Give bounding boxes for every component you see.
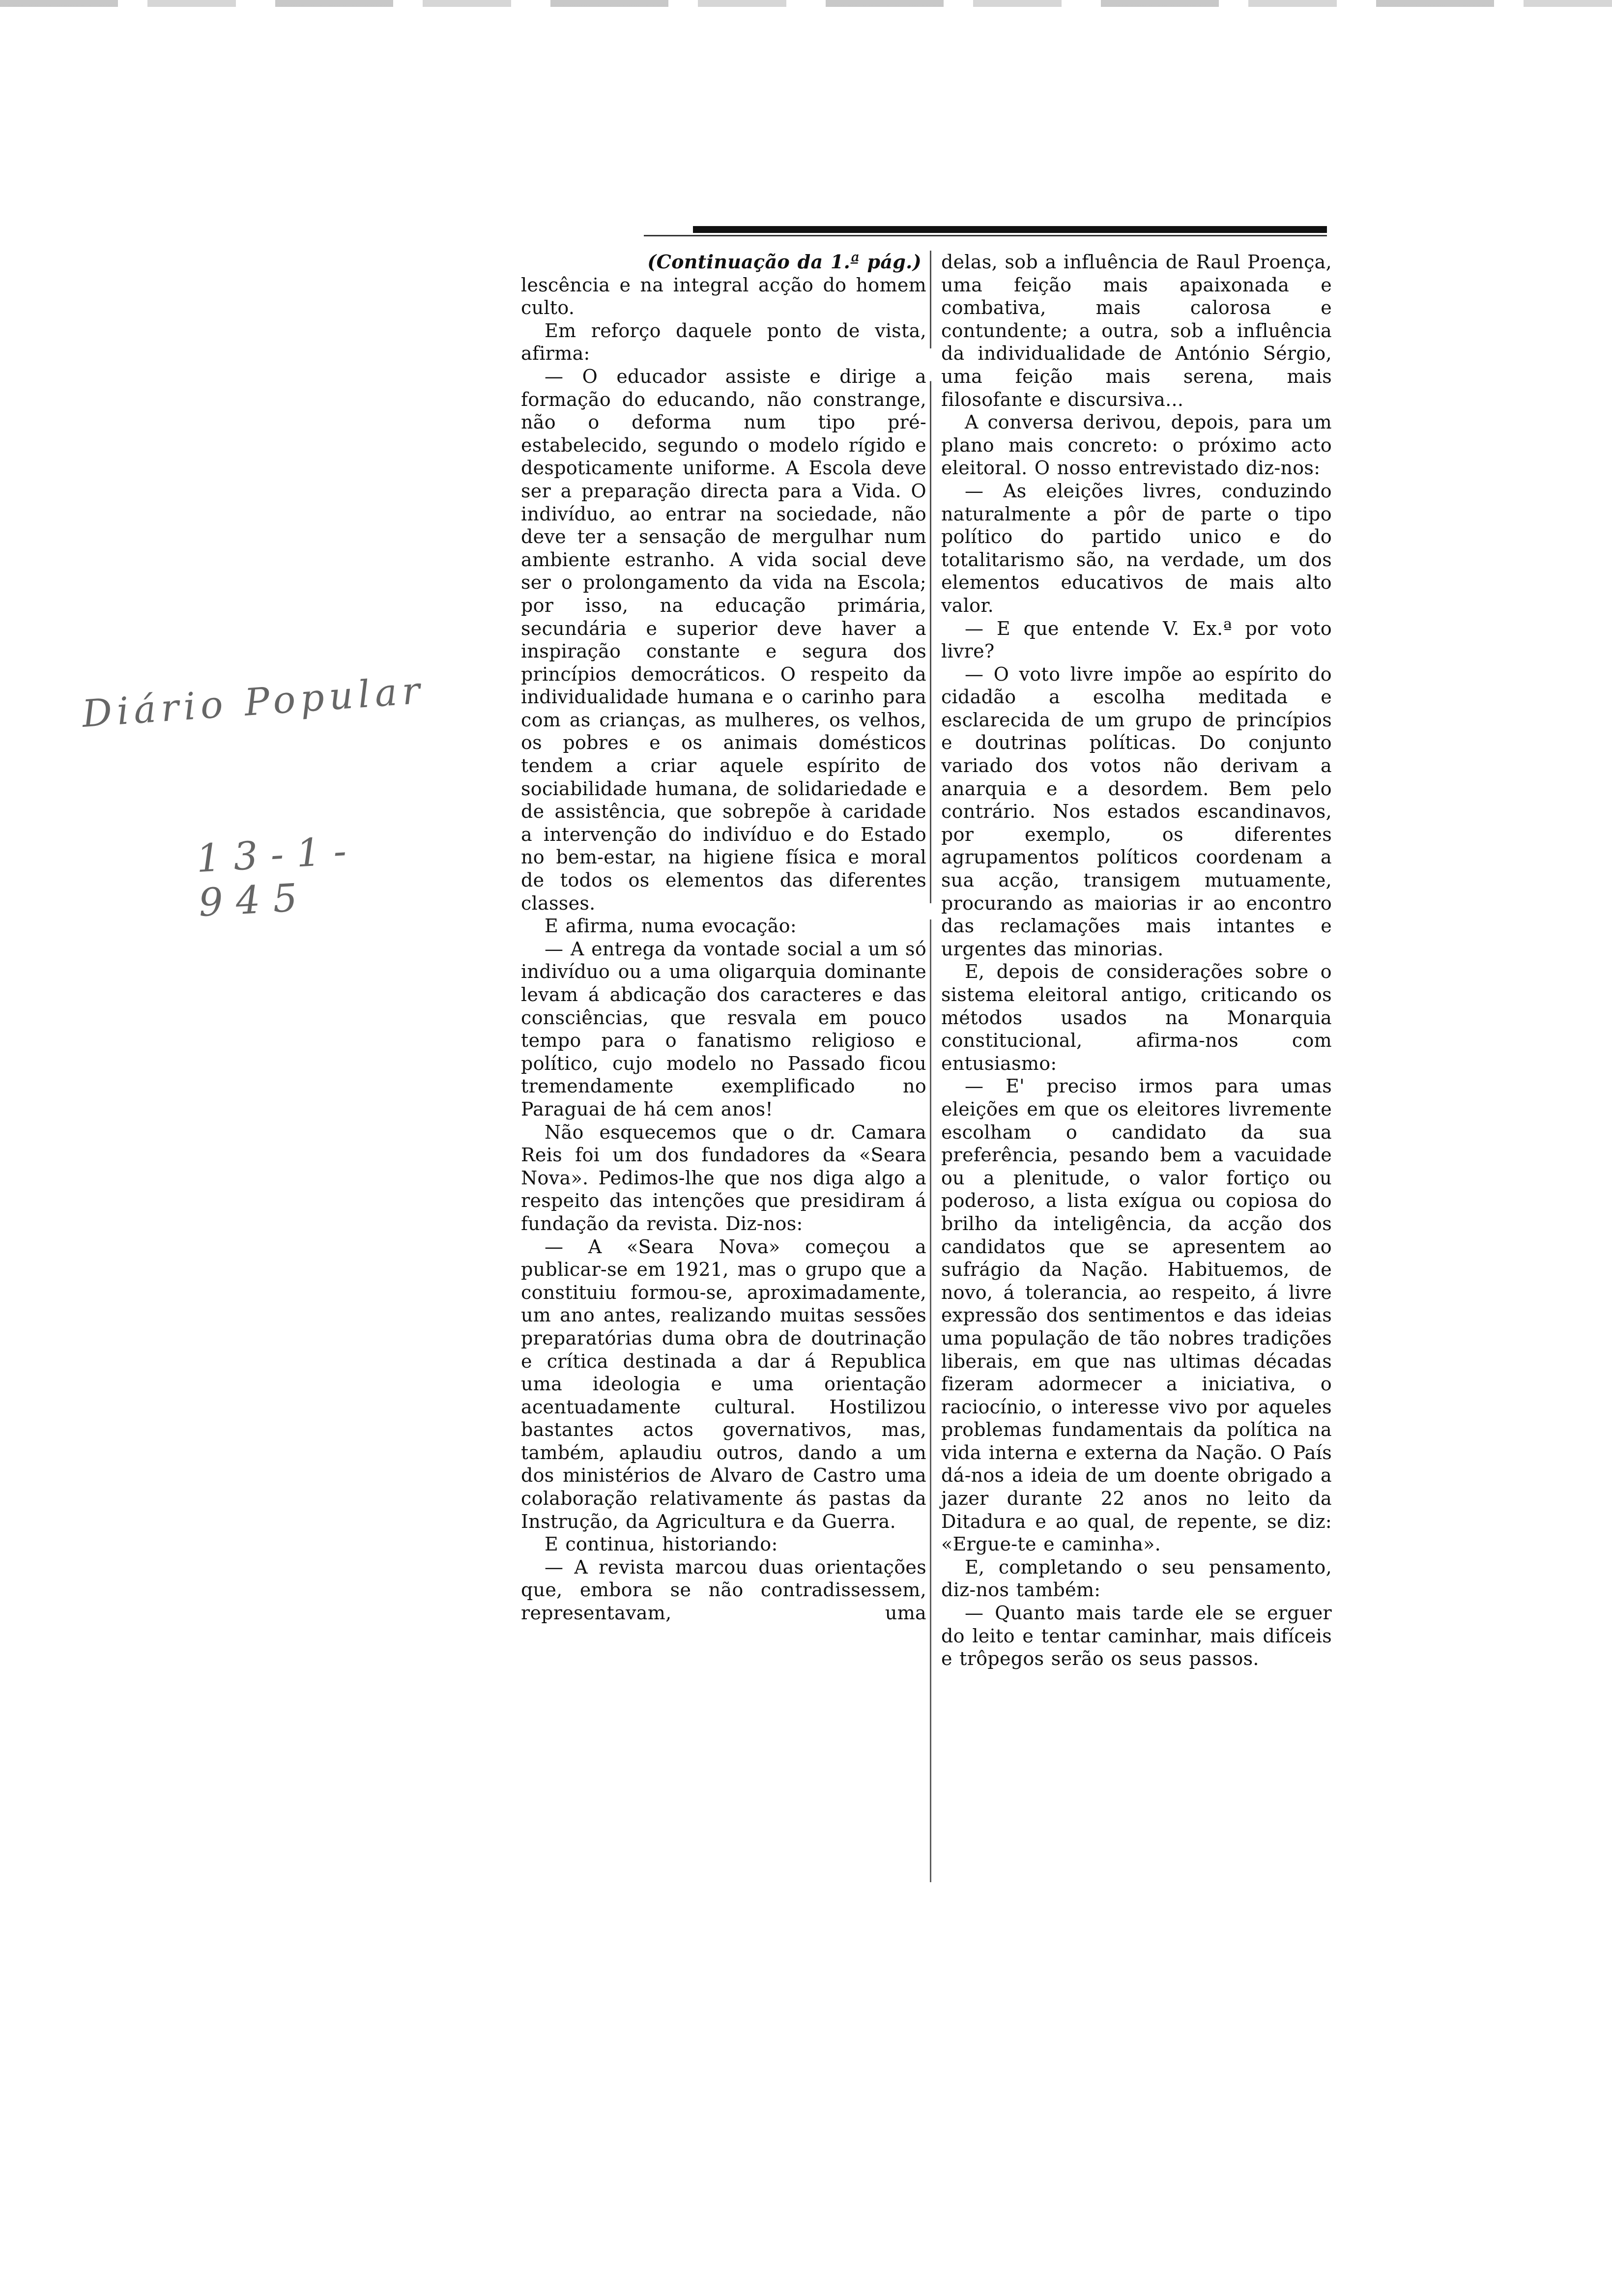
paragraph: E, completando o seu pensamento, diz-nos também: [941, 1556, 1332, 1601]
paragraph: Em reforço daquele ponto de vista, afirma: [521, 319, 926, 365]
paragraph: A conversa derivou, depois, para um plano mais concreto: o próximo acto eleitoral. O nosso entrevistado diz-nos: [941, 411, 1332, 479]
newspaper-clipping [511, 221, 1332, 1882]
paragraph: — E que entende V. Ex.ª por voto livre? [941, 617, 1332, 662]
paragraph: — A entrega da vontade social a um só indivíduo ou a uma oligarquia dominante levam á abdicação dos caracteres e das consciências, que resvala em pouco tempo para o fanatismo religioso e político, cujo modelo no Passado ficou tremendamente exemplificado no Paraguai de há cem anos! [521, 938, 926, 1120]
paragraph: E continua, historiando: [545, 1533, 778, 1555]
paragraph: — O voto livre impõe ao espírito do cidadão a escolha meditada e esclarecida de um grupo de princípios e doutrinas políticas. Do conjunto variado dos votos não derivam a anarquia e a desordem. Bem pelo contrário. Nos estados escandinavos, por exemplo, os diferentes agrupamentos políticos coordenam a sua acção, transigem mutuamente, procurando as maiorias ir ao encontro das reclamações mais intantes e urgentes das minorias. [941, 663, 1332, 960]
handwritten-source-note: Diário Popular [80, 668, 426, 736]
top-rule-thin [644, 235, 1327, 236]
paragraph: — A revista marcou duas orientações que, embora se não contradissessem, representavam, uma [521, 1556, 926, 1624]
paragraph: — O educador assiste e dirige a formação do educando, não constrange, não o deforma num tipo pré-estabelecido, segundo o modelo rígido e despoticamente uniforme. A Escola deve ser a preparação directa para a Vida. O indivíduo, ao entrar na sociedade, não deve ter a sensação de mergulhar num ambiente estranho. A vida social deve ser o prolongamento da vida na Escola; por isso, na educação primária, secundária e superior deve haver a inspiração constante e segura dos princípios democráticos. O respeito da individualidade humana e o carinho para com as crianças, as mulheres, os velhos, os pobres e os animais domésticos tendem a criar aquele espírito de sociabilidade humana, de solidariedade e de assistência, que sobrepõe à caridade a intervenção do indivíduo e do Estado no bem-estar, na higiene física e moral de todos os elementos das diferentes classes. [521, 365, 926, 914]
paragraph: — E' preciso irmos para umas eleições em que os eleitores livremente escolham o candidato da sua preferência, pesando bem a vacuidade ou a plenitude, o valor fortiço ou poderoso, a lista exígua ou copiosa do brilho da inteligência, da acção dos candidatos que se apresentem ao sufrágio da Nação. Habituemos, de novo, á tolerancia, ao respeito, á livre expressão dos sentimentos e das ideias uma população de tão nobres tradições liberais, em que nas ultimas décadas fizeram adormecer a iniciativa, o raciocínio, o interesse vivo por aqueles problemas fundamentais da política na vida interna e externa da Nação. O País dá-nos a ideia de um doente obrigado a jazer durante 22 anos no leito da Ditadura e ao qual, de repente, se diz: «Ergue-te e caminha». [941, 1075, 1332, 1555]
paragraph: lescência e na integral acção do homem culto. [521, 274, 926, 319]
paragraph: E, depois de considerações sobre o sistema eleitoral antigo, criticando os métodos usados na Monarquia constitucional, afirma-nos com entusiasmo: [941, 961, 1332, 1074]
scan-edge-artifact [0, 0, 1612, 7]
paragraph: — Quanto mais tarde ele se erguer do leito e tentar caminhar, mais difíceis e trôpegos serão os seus passos. [941, 1602, 1332, 1670]
paragraph: delas, sob a influência de Raul Proença, uma feição mais apaixonada e combativa, mais calorosa e contundente; a outra, sob a influência da individualidade de António Sérgio, uma feição mais serena, mais filosofante e discursiva... [941, 251, 1332, 410]
continuation-label: (Continuação da 1.ª pág.) [647, 251, 921, 273]
paragraph: Não esquecemos que o dr. Camara Reis foi um dos fundadores da «Seara Nova». Pedimos-lhe que nos diga algo a respeito das intenções que presidiram á fundação da revista. Diz-nos: [521, 1121, 926, 1234]
paragraph: — A «Seara Nova» começou a publicar-se em 1921, mas o grupo que a constituiu formou-se, aproximadamente, um ano antes, realizando muitas sessões preparatórias duma obra de doutrinação e crítica destinada a dar á Republica uma ideologia e uma orientação acentuadamente cultural. Hostilizou bastantes actos governativos, mas, também, aplaudiu outros, dando a um dos ministérios de Alvaro de Castro uma colaboração relativamente ás pastas da Instrução, da Agricultura e da Guerra. [521, 1235, 926, 1532]
article-right-column [941, 251, 1332, 1670]
column-divider [930, 251, 931, 1882]
article-left-column [521, 251, 926, 1625]
paragraph: — As eleições livres, conduzindo naturalmente a pôr de parte o tipo político do partido unico e do totalitarismo são, na verdade, um dos elementos educativos de mais alto valor. [941, 480, 1332, 616]
paragraph: E afirma, numa evocação: [545, 915, 797, 937]
top-rule [693, 226, 1327, 233]
handwritten-date: 13-1-945 [195, 828, 361, 925]
